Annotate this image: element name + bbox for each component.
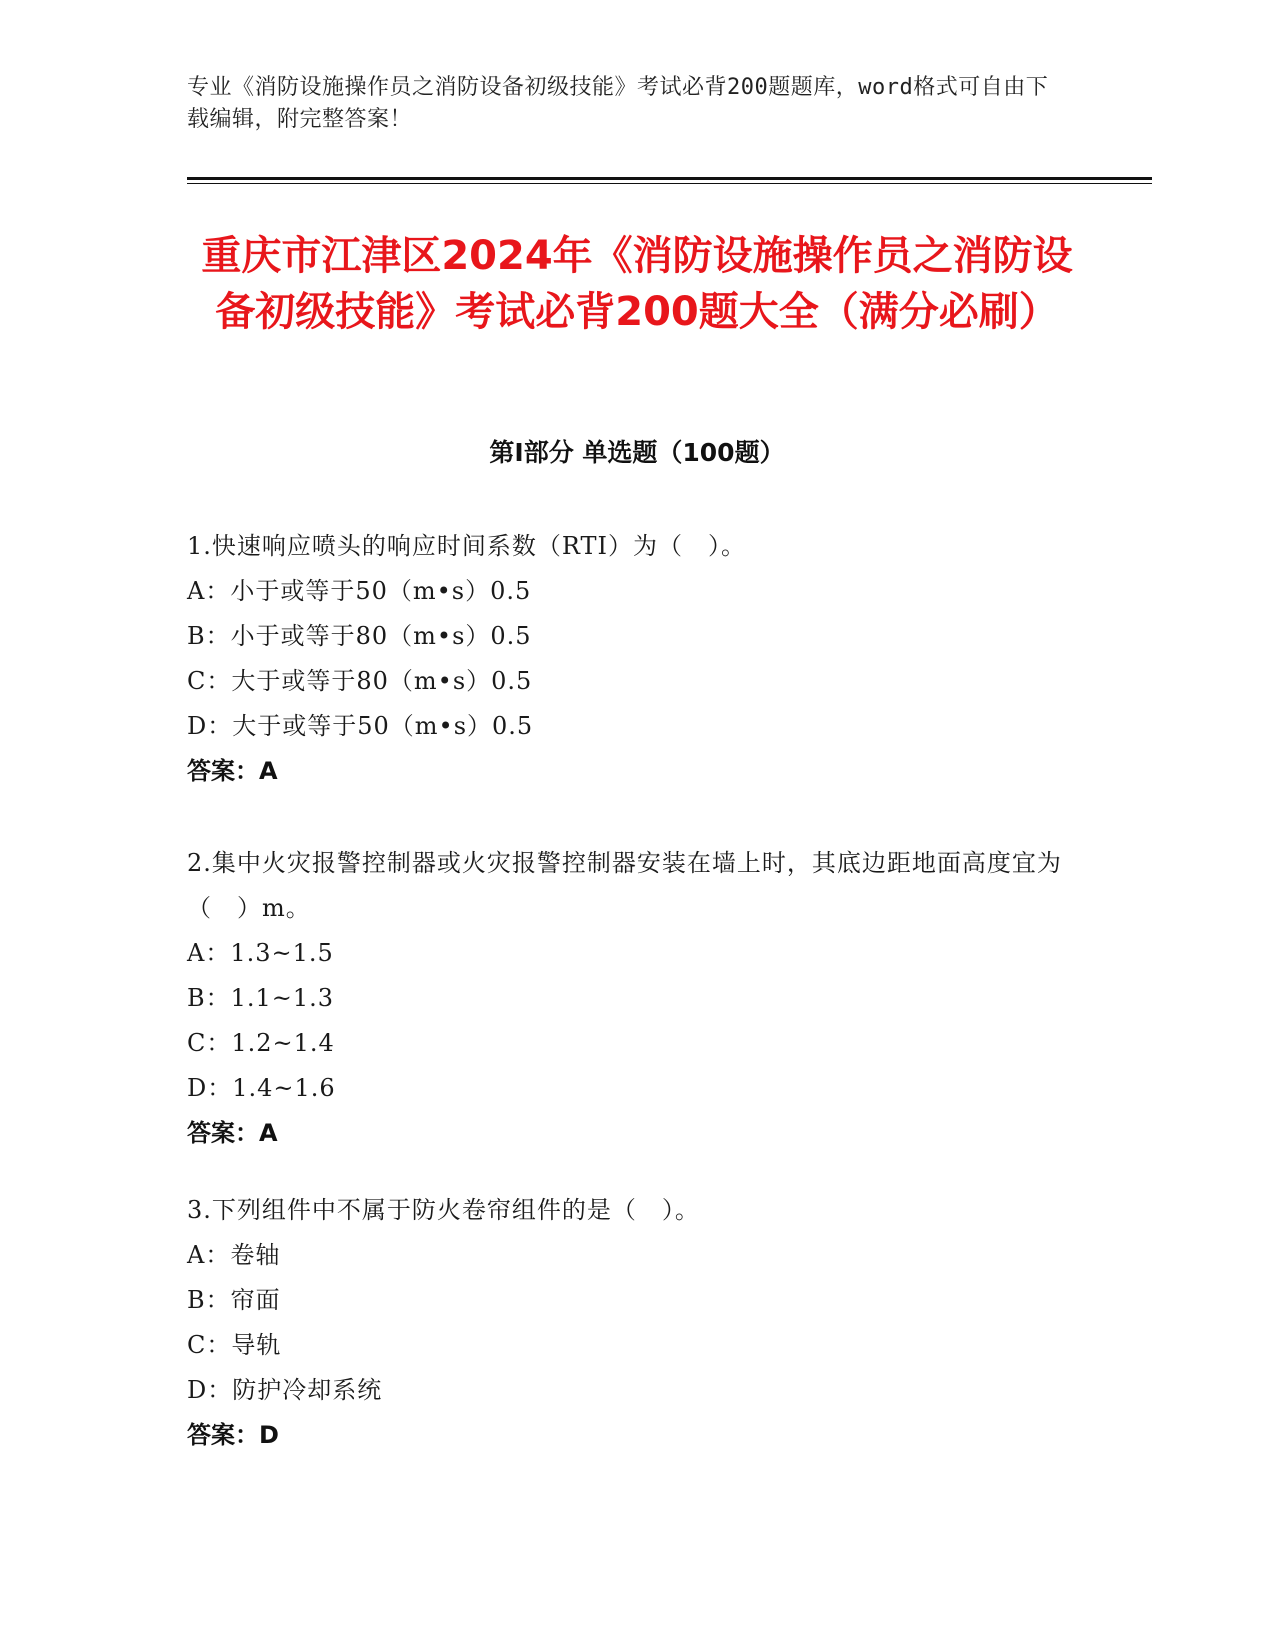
header-divider-thick <box>187 177 1152 180</box>
option-c: C：导轨 <box>187 1331 282 1359</box>
option-b: B：小于或等于80（m•s）0.5 <box>187 622 532 650</box>
option-a: A：卷轴 <box>187 1241 281 1269</box>
question-item <box>187 1188 1067 1458</box>
question-item <box>187 841 1067 1156</box>
section-title: 第I部分 单选题（100题） <box>489 438 785 467</box>
option-d: D：1.4~1.6 <box>187 1074 336 1102</box>
option-c: C：1.2~1.4 <box>187 1029 335 1057</box>
question-stem: 3.下列组件中不属于防火卷帘组件的是（ ）。 <box>187 1196 700 1224</box>
option-d: D：防护冷却系统 <box>187 1376 383 1404</box>
option-b: B：帘面 <box>187 1286 281 1314</box>
header-note: 专业《消防设施操作员之消防设备初级技能》考试必背200题题库，word格式可自由下载编辑，附完整答案！ <box>187 75 1049 132</box>
question-answer: 答案：D <box>187 1421 279 1449</box>
option-d: D：大于或等于50（m•s）0.5 <box>187 712 534 740</box>
document-title: 重庆市江津区2024年《消防设施操作员之消防设备初级技能》考试必背200题大全（满分必刷） <box>201 233 1073 335</box>
option-a: A：小于或等于50（m•s）0.5 <box>187 577 532 605</box>
question-item <box>187 524 1067 794</box>
option-b: B：1.1~1.3 <box>187 984 335 1012</box>
question-answer: 答案：A <box>187 1119 278 1147</box>
option-a: A：1.3~1.5 <box>187 939 334 967</box>
question-stem: 1.快速响应喷头的响应时间系数（RTI）为（ ）。 <box>187 532 747 560</box>
header-divider-thin <box>187 183 1152 184</box>
option-c: C：大于或等于80（m•s）0.5 <box>187 667 533 695</box>
question-stem: 2.集中火灾报警控制器或火灾报警控制器安装在墙上时，其底边距地面高度宜为（ ）m。 <box>187 849 1062 922</box>
question-answer: 答案：A <box>187 757 278 785</box>
